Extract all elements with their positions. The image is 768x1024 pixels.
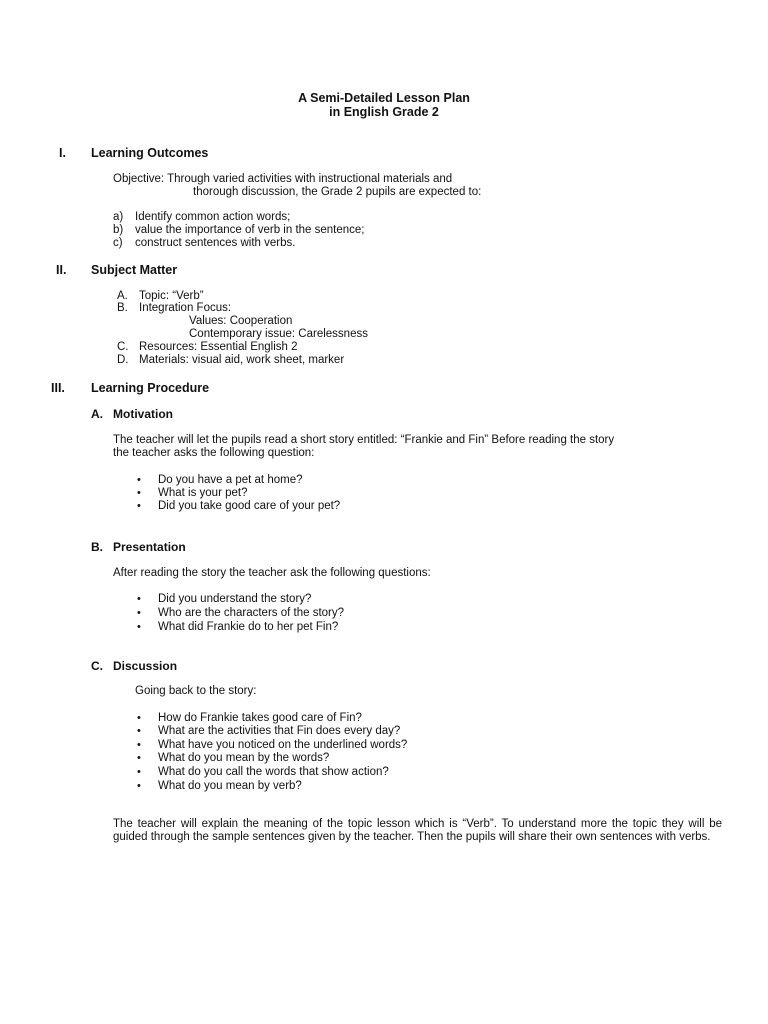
- bullet-icon: •: [137, 607, 141, 619]
- presentation-para: After reading the story the teacher ask the following questions:: [113, 567, 431, 579]
- bullet-icon: •: [137, 621, 141, 633]
- bullet-icon: •: [137, 593, 141, 605]
- subject-marker-a: A.: [117, 290, 128, 302]
- motivation-question: Do you have a pet at home?: [158, 474, 303, 486]
- subject-text-a: Topic: “Verb”: [139, 290, 204, 302]
- motivation-question: What is your pet?: [158, 487, 248, 499]
- objective-line1: Objective: Through varied activities with instructional materials and: [113, 173, 453, 185]
- bullet-icon: •: [137, 739, 141, 751]
- bullet-icon: •: [137, 766, 141, 778]
- outcome-marker-a: a): [113, 211, 124, 223]
- bullet-icon: •: [137, 780, 141, 792]
- discussion-title: Discussion: [113, 659, 178, 673]
- doc-title-line2: in English Grade 2: [329, 105, 439, 119]
- bullet-icon: •: [137, 487, 141, 499]
- outcome-marker-c: c): [113, 237, 123, 249]
- presentation-question: Who are the characters of the story?: [158, 607, 345, 619]
- discussion-question: What have you noticed on the underlined words?: [158, 739, 408, 751]
- objective-line2: thorough discussion, the Grade 2 pupils are expected to:: [193, 186, 482, 198]
- presentation-title: Presentation: [113, 540, 186, 554]
- discussion-intro: Going back to the story:: [135, 685, 257, 697]
- section3-number: III.: [51, 381, 65, 395]
- motivation-label: A.: [91, 407, 103, 421]
- section2-title: Subject Matter: [91, 263, 178, 277]
- outcome-text-b: value the importance of verb in the sentence;: [135, 224, 365, 236]
- bullet-icon: •: [137, 712, 141, 724]
- subject-values: Values: Cooperation: [189, 315, 293, 327]
- presentation-label: B.: [91, 540, 103, 554]
- section1-number: I.: [59, 146, 66, 160]
- subject-marker-d: D.: [117, 354, 129, 366]
- discussion-question: What are the activities that Fin does every day?: [158, 725, 401, 737]
- discussion-closing-paragraph: The teacher will explain the meaning of the topic lesson which is “Verb”. To understand more the topic they will be guided through the sample sentences given by the teacher. Then the pupils will share their own sentences with verbs.: [113, 818, 722, 843]
- bullet-icon: •: [137, 474, 141, 486]
- motivation-para-line2: the teacher asks the following question:: [113, 447, 315, 459]
- motivation-para-line1: The teacher will let the pupils read a short story entitled: “Frankie and Fin” Before reading the story: [113, 434, 615, 446]
- discussion-label: C.: [91, 659, 103, 673]
- motivation-title: Motivation: [113, 407, 173, 421]
- presentation-question: Did you understand the story?: [158, 593, 312, 605]
- discussion-question: How do Frankie takes good care of Fin?: [158, 712, 362, 724]
- section3-title: Learning Procedure: [91, 381, 210, 395]
- subject-contemporary-issue: Contemporary issue: Carelessness: [189, 328, 368, 340]
- bullet-icon: •: [137, 725, 141, 737]
- section2-number: II.: [56, 263, 67, 277]
- presentation-question: What did Frankie do to her pet Fin?: [158, 621, 339, 633]
- outcome-text-c: construct sentences with verbs.: [135, 237, 296, 249]
- outcome-marker-b: b): [113, 224, 124, 236]
- discussion-question: What do you mean by verb?: [158, 780, 302, 792]
- discussion-question: What do you mean by the words?: [158, 752, 330, 764]
- doc-title-line1: A Semi-Detailed Lesson Plan: [298, 91, 470, 105]
- motivation-question: Did you take good care of your pet?: [158, 500, 341, 512]
- discussion-question: What do you call the words that show action?: [158, 766, 389, 778]
- bullet-icon: •: [137, 500, 141, 512]
- section1-title: Learning Outcomes: [91, 146, 209, 160]
- subject-text-c: Resources: Essential English 2: [139, 341, 298, 353]
- subject-marker-b: B.: [117, 302, 128, 314]
- subject-text-b: Integration Focus:: [139, 302, 232, 314]
- subject-text-d: Materials: visual aid, work sheet, marker: [139, 354, 345, 366]
- subject-marker-c: C.: [117, 341, 129, 353]
- bullet-icon: •: [137, 752, 141, 764]
- outcome-text-a: Identify common action words;: [135, 211, 291, 223]
